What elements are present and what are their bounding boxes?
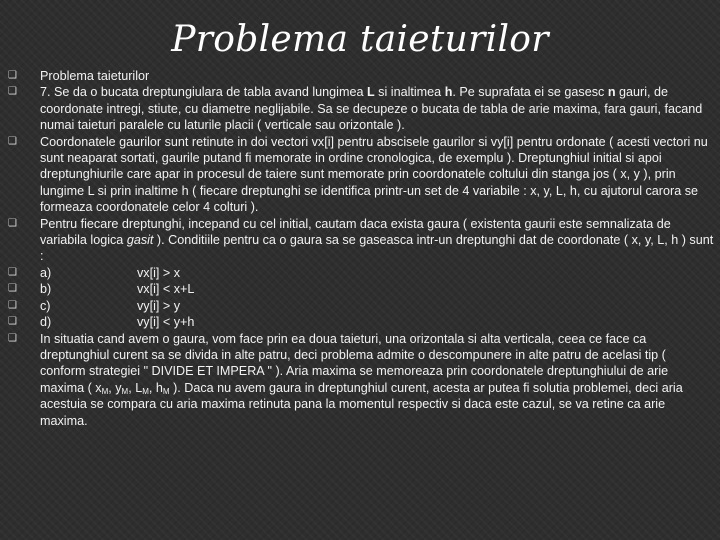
text-run: , y — [108, 380, 122, 395]
subscript: M — [142, 386, 149, 396]
divide-et-impera-paragraph — [40, 331, 714, 429]
square-bullet-icon: ❑ — [8, 135, 17, 147]
slide-content — [8, 68, 714, 429]
condition-label: c) — [40, 298, 51, 313]
list-item — [8, 68, 714, 84]
text-run: 7. Se da o bucata dreptungiulara de tabla avand lungimea — [40, 85, 367, 100]
condition-item — [8, 281, 714, 297]
square-bullet-icon: ❑ — [8, 332, 17, 344]
text-run: , L — [128, 380, 143, 395]
italic-run: gasit — [126, 233, 154, 248]
condition-expression: vy[i] > y — [137, 298, 181, 313]
text-run: In situatia cand avem o gaura, vom face prin ea doua taieturi, una orizontala si alta verticala, ceea ce face ca dreptunghiul curent sa se divida in alte patru, deci problema admite o descompunere in alte patru de acelasi tip ( conform strategiei " DIVIDE ET IMPERA " ). Aria maxima se memoreaza prin coordonatele dreptunghiului de arie maxima ( x — [40, 331, 669, 395]
square-bullet-icon: ❑ — [8, 316, 17, 328]
square-bullet-icon: ❑ — [8, 217, 17, 229]
text-run: ). Daca nu avem gaura in dreptunghiul curent, acesta ar putea fi solutia problemei, deci aria acestuia se compara cu aria maxima retinuta pana la momentul respectiv si daca este cazul, se va retine ca arie maxima. — [40, 380, 683, 428]
bold-run: n — [607, 85, 616, 100]
list-item — [8, 134, 714, 216]
text-run: gauri, de coordonate intregi, stiute, cu diametre neglijabile. Sa se decupeze o bucata de tabla de arie maxima, fara gauri, facand numai taieturi paralele cu laturile placii ( verticale sau orizontale ). — [40, 85, 703, 133]
subscript: M — [162, 386, 170, 396]
square-bullet-icon: ❑ — [8, 86, 17, 98]
text-run: si inaltimea — [374, 85, 445, 100]
coordinates-paragraph: Coordonatele gaurilor sunt retinute in doi vectori vx[i] pentru abscisele gaurilor si vy[i] pentru ordonate ( acesti vectori nu sunt neaparat sortati, gaurile putand fi memorate in ordine cronologica, de exemplu ). Dreptunghiul initial si apoi dreptunghiurile care apar in procesul de taiere sunt memorate prin coordonatele coltului din stanga jos ( x, y ), prin lungime L si prin inaltime h ( fiecare dreptunghi se identifica printr-un set de 4 variabile : x, y, L, h, cu ajutorul carora se formeaza coordonatele celor 4 colturi ). — [40, 134, 708, 215]
condition-expression: vx[i] < x+L — [137, 282, 195, 297]
slide-title: Problema taieturilor — [171, 19, 549, 60]
condition-label: a) — [40, 265, 52, 280]
square-bullet-icon: ❑ — [8, 283, 17, 295]
list-item — [8, 84, 714, 133]
subscript: M — [121, 386, 129, 396]
bold-run: h — [444, 85, 453, 100]
conditions-paragraph — [40, 216, 714, 265]
condition-item — [8, 314, 714, 330]
square-bullet-icon: ❑ — [8, 299, 17, 311]
problem-statement — [40, 84, 714, 133]
condition-expression: vy[i] < y+h — [137, 315, 195, 330]
condition-label: d) — [40, 315, 52, 330]
square-bullet-icon: ❑ — [8, 70, 17, 81]
square-bullet-icon: ❑ — [8, 266, 17, 278]
text-run: . Pe suprafata ei se gasesc — [452, 85, 608, 100]
text-run: ). Conditiile pentru ca o gaura sa se gaseasca intr-un dreptunghi dat de coordonate ( x, y, L, h ) sunt : — [40, 233, 714, 264]
bullet-heading: Problema taieturilor — [40, 69, 150, 83]
list-item — [8, 331, 714, 429]
condition-item — [8, 265, 714, 281]
text-run: Pentru fiecare dreptunghi, incepand cu cel initial, cautam daca exista gaura ( existenta gaurii este semnalizata de variabila logica — [40, 216, 671, 248]
condition-expression: vx[i] > x — [137, 265, 181, 280]
condition-item — [8, 298, 714, 314]
condition-label: b) — [40, 282, 52, 297]
bold-run: L — [366, 85, 375, 100]
list-item — [8, 216, 714, 265]
text-run: , h — [148, 380, 163, 395]
subscript: M — [101, 386, 109, 396]
